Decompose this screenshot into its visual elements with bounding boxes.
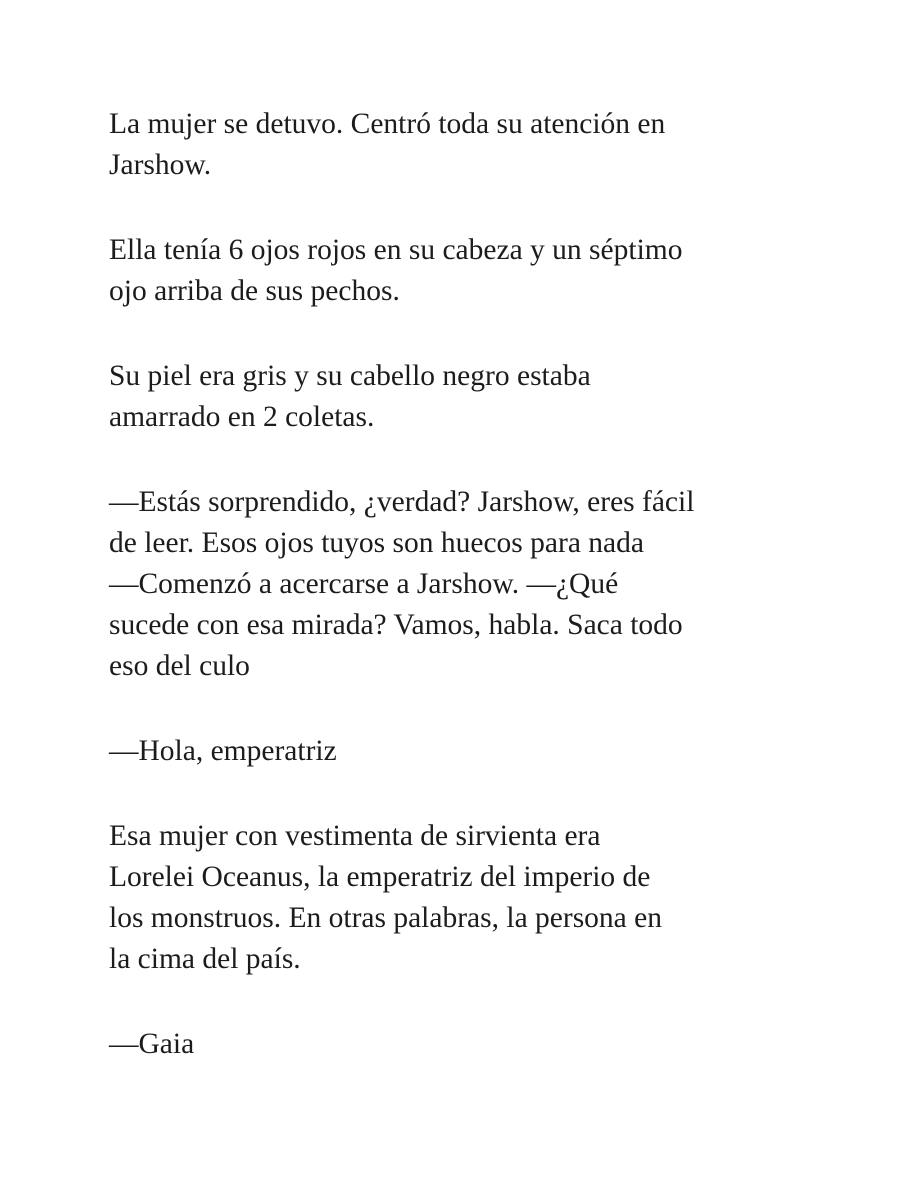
text-line: Lorelei Oceanus, la emperatriz del imperio de (109, 861, 651, 893)
text-line: Jarshow. (109, 149, 212, 181)
paragraph (109, 731, 799, 772)
paragraph (109, 230, 799, 312)
text-line: ojo arriba de sus pechos. (109, 275, 400, 307)
text-line: sucede con esa mirada? Vamos, habla. Saca todo (109, 609, 683, 641)
text-line: amarrado en 2 coletas. (109, 401, 375, 433)
text-line: eso del culo (109, 650, 250, 682)
text-line: los monstruos. En otras palabras, la persona en (109, 902, 662, 934)
text-line: la cima del país. (109, 943, 301, 975)
text-line: —Gaia (109, 1028, 195, 1060)
paragraph (109, 482, 799, 687)
paragraph (109, 104, 799, 186)
paragraph (109, 816, 799, 980)
paragraph (109, 356, 799, 438)
text-line: —Comenzó a acercarse a Jarshow. —¿Qué (109, 568, 619, 600)
text-line: —Estás sorprendido, ¿verdad? Jarshow, eres fácil (109, 486, 695, 518)
document-body (109, 104, 799, 1109)
text-line: Esa mujer con vestimenta de sirvienta era (109, 820, 601, 852)
text-line: de leer. Esos ojos tuyos son huecos para nada (109, 527, 644, 559)
text-line: —Hola, emperatriz (109, 735, 337, 767)
text-line: Su piel era gris y su cabello negro estaba (109, 360, 591, 392)
text-line: La mujer se detuvo. Centró toda su atención en (109, 108, 666, 140)
text-line: Ella tenía 6 ojos rojos en su cabeza y un séptimo (109, 234, 683, 266)
paragraph (109, 1024, 799, 1065)
